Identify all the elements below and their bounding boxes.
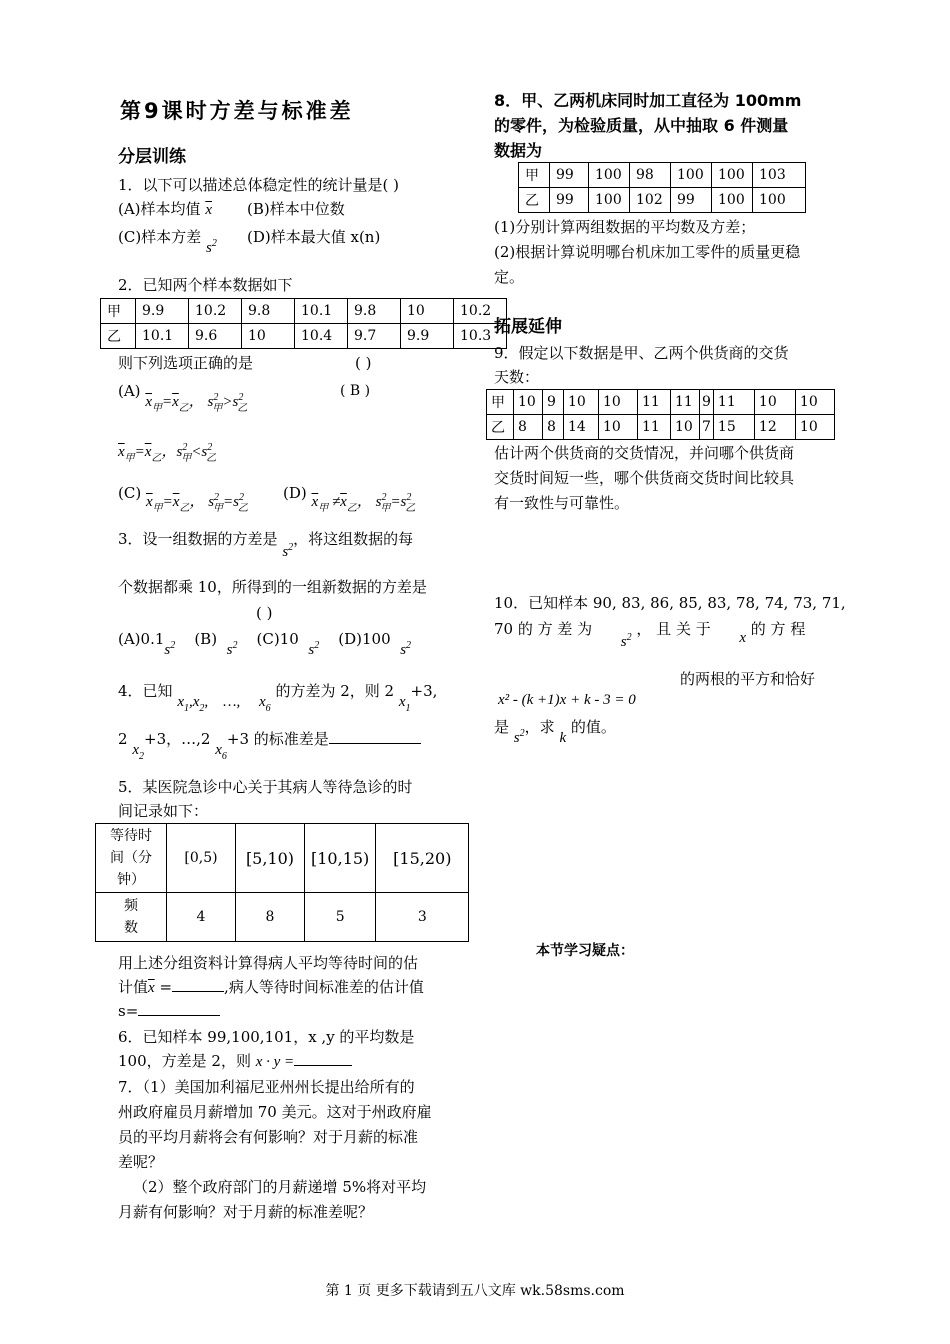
q8-part1: (1)分别计算两组数据的平均数及方差； <box>494 218 756 236</box>
table-cell: 100 <box>753 188 806 213</box>
q9-ask1: 估计两个供货商的交货情况，并问哪个供货商 <box>494 444 795 462</box>
table-row <box>101 324 507 349</box>
table-row <box>101 299 507 324</box>
q1-option-d: (D)样本最大值 x(n) <box>247 228 381 246</box>
table-cell: 甲 <box>487 390 514 415</box>
table-cell: 甲 <box>519 163 550 188</box>
q2-after-text: 则下列选项正确的是 <box>118 354 254 372</box>
answer-blank[interactable] <box>172 991 224 992</box>
q8-data-table <box>518 162 806 213</box>
q3-options: $(A)0.1s^2$ (B) $s^2$ (C)10 $s^2$ (D)100 $s^2$ <box>118 630 412 658</box>
table-cell: 10.2 <box>189 299 242 324</box>
q2-option-a: (A) $\overline{x}_甲=\overline{x}_乙$， $s^2_甲>s^2_乙$ <box>118 382 248 414</box>
table-cell: 10 <box>599 415 638 440</box>
table-cell: 频 数 <box>96 893 167 942</box>
q5-after1: 用上述分组资料计算得病人平均等待时间的估 <box>118 954 419 972</box>
table-cell: 4 <box>167 893 236 942</box>
q6-line2: 100，方差是 2，则 x · y = <box>118 1050 352 1073</box>
table-cell: [0,5) <box>167 824 236 893</box>
q1-option-c: (C)样本方差 $s^2$ <box>118 228 217 256</box>
table-row <box>519 163 806 188</box>
table-cell: 10 <box>599 390 638 415</box>
q7-line2: 州政府雇员月薪增加 70 美元。这对于州政府雇 <box>118 1103 432 1121</box>
q5-line2: 间记录如下： <box>118 802 209 820</box>
table-cell: 10 <box>754 390 795 415</box>
q7-line5: （2）整个政府部门的月薪递增 5%将对平均 <box>133 1178 427 1196</box>
table-cell: 99 <box>671 188 712 213</box>
answer-blank[interactable] <box>329 743 421 744</box>
q4-line1: 4．已知 $x_1,x_2$, …, $x_6$ 的方差为 2，则 2 $x_1+3$, <box>118 682 438 714</box>
table-cell: 9.9 <box>401 324 454 349</box>
table-cell: 甲 <box>101 299 136 324</box>
table-cell: 9.8 <box>348 299 401 324</box>
table-cell: 100 <box>589 188 630 213</box>
table-cell: 8 <box>236 893 305 942</box>
table-cell: 100 <box>589 163 630 188</box>
table-cell: 99 <box>550 163 589 188</box>
table-cell: 9.8 <box>242 299 295 324</box>
table-cell: 99 <box>550 188 589 213</box>
table-row <box>487 390 835 415</box>
table-cell: 11 <box>638 415 671 440</box>
q10-line4: 是 $s^2$，求 k 的值。 <box>494 718 616 746</box>
table-cell: 100 <box>671 163 712 188</box>
table-cell: 100 <box>712 188 753 213</box>
table-cell: [10,15) <box>305 824 376 893</box>
q7-line1: 7．（1）美国加利福尼亚州州长提出给所有的 <box>118 1078 415 1096</box>
table-cell: 10 <box>514 390 543 415</box>
q2-option-d: (D) $\overline{x}_甲 \ne\overline{x}_乙$， $s^2_甲=s^2_乙$ <box>283 484 416 514</box>
q3-answer-paren: ( ) <box>256 604 273 622</box>
q2-answer-paren: ( ) <box>355 354 372 372</box>
table-cell: 102 <box>630 188 671 213</box>
table-row <box>96 893 469 942</box>
table-cell: 等待时 间（分 钟） <box>96 824 167 893</box>
q7-line6: 月薪有何影响？对于月薪的标准差呢？ <box>118 1203 374 1221</box>
table-cell: 98 <box>630 163 671 188</box>
table-cell: 乙 <box>519 188 550 213</box>
q10-equation: x² - (k +1)x + k - 3 = 0 <box>498 692 636 708</box>
table-cell: 11 <box>671 390 700 415</box>
table-cell: 100 <box>712 163 753 188</box>
table-cell: 103 <box>753 163 806 188</box>
q5-after3: s= <box>118 1000 220 1022</box>
table-cell: 11 <box>713 390 754 415</box>
q9-ask3: 有一致性与可靠性。 <box>494 494 630 512</box>
table-cell: 12 <box>754 415 795 440</box>
table-cell: 8 <box>543 415 564 440</box>
q5-wait-table <box>95 823 469 942</box>
q1-stem: 1．以下可以描述总体稳定性的统计量是( ) <box>118 176 400 194</box>
table-cell: 5 <box>305 893 376 942</box>
table-cell: [5,10) <box>236 824 305 893</box>
q4-line2: 2 $x_2+3$，…,2 $x_6+3$ 的标准差是 <box>118 728 421 753</box>
q1-option-b: (B)样本中位数 <box>247 200 345 218</box>
page-footer: 第 1 页 更多下载请到五八文库 wk.58sms.com <box>325 1283 625 1299</box>
table-cell: 10 <box>564 390 599 415</box>
q9-ask2: 交货时间短一些，哪个供货商交货时间比较具 <box>494 469 795 487</box>
table-cell: 15 <box>713 415 754 440</box>
q9-data-table <box>486 389 835 440</box>
table-cell: 7 <box>700 415 714 440</box>
table-cell: 10 <box>671 415 700 440</box>
table-cell: 10.3 <box>454 324 507 349</box>
q8-line2: 的零件，为检验质量，从中抽取 6 件测量 <box>494 116 789 135</box>
table-cell: 10.1 <box>295 299 348 324</box>
table-cell: 8 <box>514 415 543 440</box>
table-row <box>519 188 806 213</box>
table-cell: 10 <box>401 299 454 324</box>
q8-part2: (2)根据计算说明哪台机床加工零件的质量更稳 <box>494 243 801 261</box>
q8-line3: 数据为 <box>494 141 543 160</box>
table-cell: [15,20) <box>376 824 469 893</box>
table-cell: 9.9 <box>136 299 189 324</box>
table-cell: 9 <box>700 390 714 415</box>
page-title: 第9课时方差与标准差 <box>120 99 354 123</box>
study-doubts-label: 本节学习疑点： <box>536 943 634 959</box>
table-cell: 乙 <box>101 324 136 349</box>
table-row <box>96 824 469 893</box>
table-cell: 10 <box>242 324 295 349</box>
q10-line3: 的两根的平方和恰好 <box>680 670 816 688</box>
section-heading-extension: 拓展延伸 <box>494 317 562 337</box>
q8-part2-cont: 定。 <box>494 268 525 286</box>
section-heading-layered: 分层训练 <box>118 147 186 167</box>
table-row <box>487 415 835 440</box>
q3-line1: 3．设一组数据的方差是 $s^2$，将这组数据的每 <box>118 530 414 560</box>
q10-line2: 70 的 方 差 为 $s^2$ ， 且 关 于 x 的 方 程 <box>494 620 806 650</box>
table-cell: 10.1 <box>136 324 189 349</box>
q7-line4: 差呢？ <box>118 1153 164 1171</box>
q2-option-b: $\overline{x}_甲=\overline{x}_乙$，$s^2_甲<s^2_乙$ <box>118 442 217 464</box>
table-cell: 14 <box>564 415 599 440</box>
q2-option-b-label: ( B ) <box>340 383 371 399</box>
q8-line1: 8．甲、乙两机床同时加工直径为 100mm <box>494 91 802 110</box>
table-cell: 9.6 <box>189 324 242 349</box>
table-cell: 10.4 <box>295 324 348 349</box>
q5-after2: 计值$\overline{x}$ = ,病人等待时间标准差的估计值 <box>118 978 424 996</box>
q10-line1: 10．已知样本 90, 83, 86, 85, 83, 78, 74, 73, 71, <box>494 594 846 612</box>
q2-option-c: (C) $\overline{x}_甲=\overline{x}_乙$， $s^2_甲=s^2_乙$ <box>118 484 248 514</box>
table-cell: 11 <box>638 390 671 415</box>
q6-line1: 6．已知样本 99,100,101，x ,y 的平均数是 <box>118 1028 415 1046</box>
table-cell: 10 <box>795 415 834 440</box>
q2-stem: 2．已知两个样本数据如下 <box>118 276 293 294</box>
table-cell: 9 <box>543 390 564 415</box>
table-cell: 9.7 <box>348 324 401 349</box>
table-cell: 乙 <box>487 415 514 440</box>
q2-data-table <box>100 298 507 349</box>
answer-blank[interactable] <box>294 1065 352 1066</box>
q1-option-a: (A)样本均值 $\overline{x}$ <box>118 200 212 218</box>
q9-line2: 天数： <box>494 368 540 386</box>
q3-line2: 个数据都乘 10，所得到的一组新数据的方差是 <box>118 578 427 596</box>
table-cell: 10.2 <box>454 299 507 324</box>
table-cell: 10 <box>795 390 834 415</box>
table-cell: 3 <box>376 893 469 942</box>
q9-line1: 9．假定以下数据是甲、乙两个供货商的交货 <box>494 344 789 362</box>
q5-line1: 5．某医院急诊中心关于其病人等待急诊的时 <box>118 778 413 796</box>
answer-blank[interactable] <box>138 1015 220 1016</box>
q7-line3: 员的平均月薪将会有何影响？对于月薪的标准 <box>118 1128 419 1146</box>
